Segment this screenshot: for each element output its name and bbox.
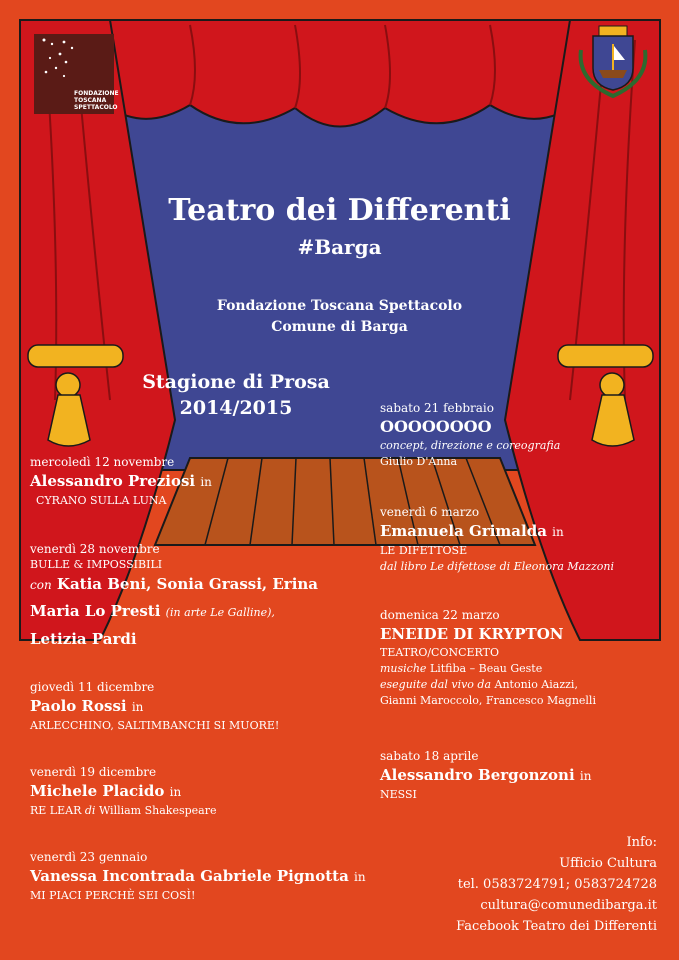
- event-in: in: [131, 700, 144, 714]
- event-show: RE LEAR: [30, 804, 82, 817]
- info-email: cultura@comunedibarga.it: [480, 898, 657, 913]
- event-performers-2: Gianni Maroccolo, Francesco Magnelli: [380, 694, 596, 707]
- event-grimalda: [380, 504, 614, 575]
- event-cast-2: Maria Lo Presti: [30, 602, 161, 620]
- event-cast-note: (in arte Le Galline),: [165, 606, 275, 619]
- event-cast-3: Letizia Pardi: [30, 630, 137, 648]
- organizer-2: Comune di Barga: [271, 319, 408, 335]
- event-di: di: [84, 804, 96, 817]
- info-facebook: Facebook Teatro dei Differenti: [456, 919, 657, 934]
- event-date: venerdì 23 gennaio: [30, 850, 148, 864]
- info-office: Ufficio Cultura: [559, 856, 657, 871]
- event-in: in: [579, 769, 592, 783]
- event-musiche: musiche: [380, 662, 427, 675]
- event-show: TEATRO/CONCERTO: [380, 646, 500, 659]
- season-heading: [116, 369, 356, 421]
- event-note: concept, direzione e coreografia: [380, 439, 561, 452]
- event-show: CYRANO SULLA LUNA: [36, 494, 167, 507]
- barga-crest-icon: [573, 20, 653, 100]
- event-in: in: [552, 525, 564, 539]
- event-performer: Michele Placido: [30, 782, 165, 800]
- info-label: Info:: [626, 835, 657, 850]
- organizers: [0, 296, 679, 338]
- event-placido: [30, 764, 216, 819]
- event-show: ARLECCHINO, SALTIMBANCHI SI MUORE!: [30, 719, 280, 732]
- page-title: Teatro dei Differenti: [168, 193, 511, 228]
- info-phone: tel. 0583724791; 0583724728: [457, 877, 657, 892]
- event-date: giovedì 11 dicembre: [30, 680, 155, 694]
- event-in: in: [200, 475, 212, 489]
- event-music-by: Litfiba – Beau Geste: [429, 662, 543, 675]
- event-oooooooo: [380, 400, 560, 470]
- event-date: venerdì 19 dicembre: [30, 765, 157, 779]
- fts-logo: [34, 34, 119, 114]
- event-performer: Alessandro Bergonzoni: [380, 766, 575, 784]
- event-preziosi: [30, 454, 212, 509]
- event-date: venerdì 6 marzo: [380, 505, 480, 519]
- event-author: William Shakespeare: [98, 804, 217, 817]
- event-show: NESSI: [380, 788, 417, 801]
- event-performer: Emanuela Grimalda: [380, 522, 547, 540]
- season-line-2: 2014/2015: [179, 397, 293, 419]
- page-subtitle: #Barga: [297, 235, 382, 259]
- event-date: venerdì 28 novembre: [30, 542, 160, 556]
- event-performer: OOOOOOOO: [380, 417, 492, 436]
- event-performer: ENEIDE DI KRYPTON: [380, 625, 564, 643]
- event-con: con: [30, 578, 52, 592]
- event-in: in: [354, 870, 366, 884]
- event-incontrada: [30, 849, 366, 904]
- event-in: in: [169, 785, 182, 799]
- event-show: LE DIFETTOSE: [380, 544, 468, 557]
- event-author: Giulio D'Anna: [380, 455, 458, 468]
- event-performer: Vanessa Incontrada Gabriele Pignotta: [30, 867, 349, 885]
- event-rossi: [30, 679, 279, 734]
- event-show: BULLE & IMPOSSIBILI: [30, 558, 163, 571]
- event-show: MI PIACI PERCHÈ SEI COSÌ!: [30, 889, 196, 902]
- event-eneide: [380, 607, 596, 709]
- event-bergonzoni: [380, 748, 591, 803]
- season-line-1: Stagione di Prosa: [142, 371, 330, 393]
- event-date: sabato 18 aprile: [380, 749, 479, 763]
- event-performer: Paolo Rossi: [30, 697, 127, 715]
- event-performed: eseguite dal vivo da: [380, 678, 492, 691]
- event-performer: Alessandro Preziosi: [30, 472, 196, 490]
- event-performers-1: Antonio Aiazzi,: [494, 678, 578, 691]
- event-date: mercoledì 12 novembre: [30, 455, 175, 469]
- event-cast-1: Katia Beni, Sonia Grassi, Erina: [56, 575, 319, 593]
- event-note: dal libro Le difettose di Eleonora Mazzoni: [380, 560, 615, 573]
- fts-logo-text: FONDAZIONE TOSCANA SPETTACOLO: [74, 90, 119, 111]
- organizer-1: Fondazione Toscana Spettacolo: [216, 298, 463, 314]
- event-date: domenica 22 marzo: [380, 608, 500, 622]
- info-block: [456, 832, 657, 937]
- event-date: sabato 21 febbraio: [380, 401, 494, 415]
- event-bulle: [30, 541, 318, 650]
